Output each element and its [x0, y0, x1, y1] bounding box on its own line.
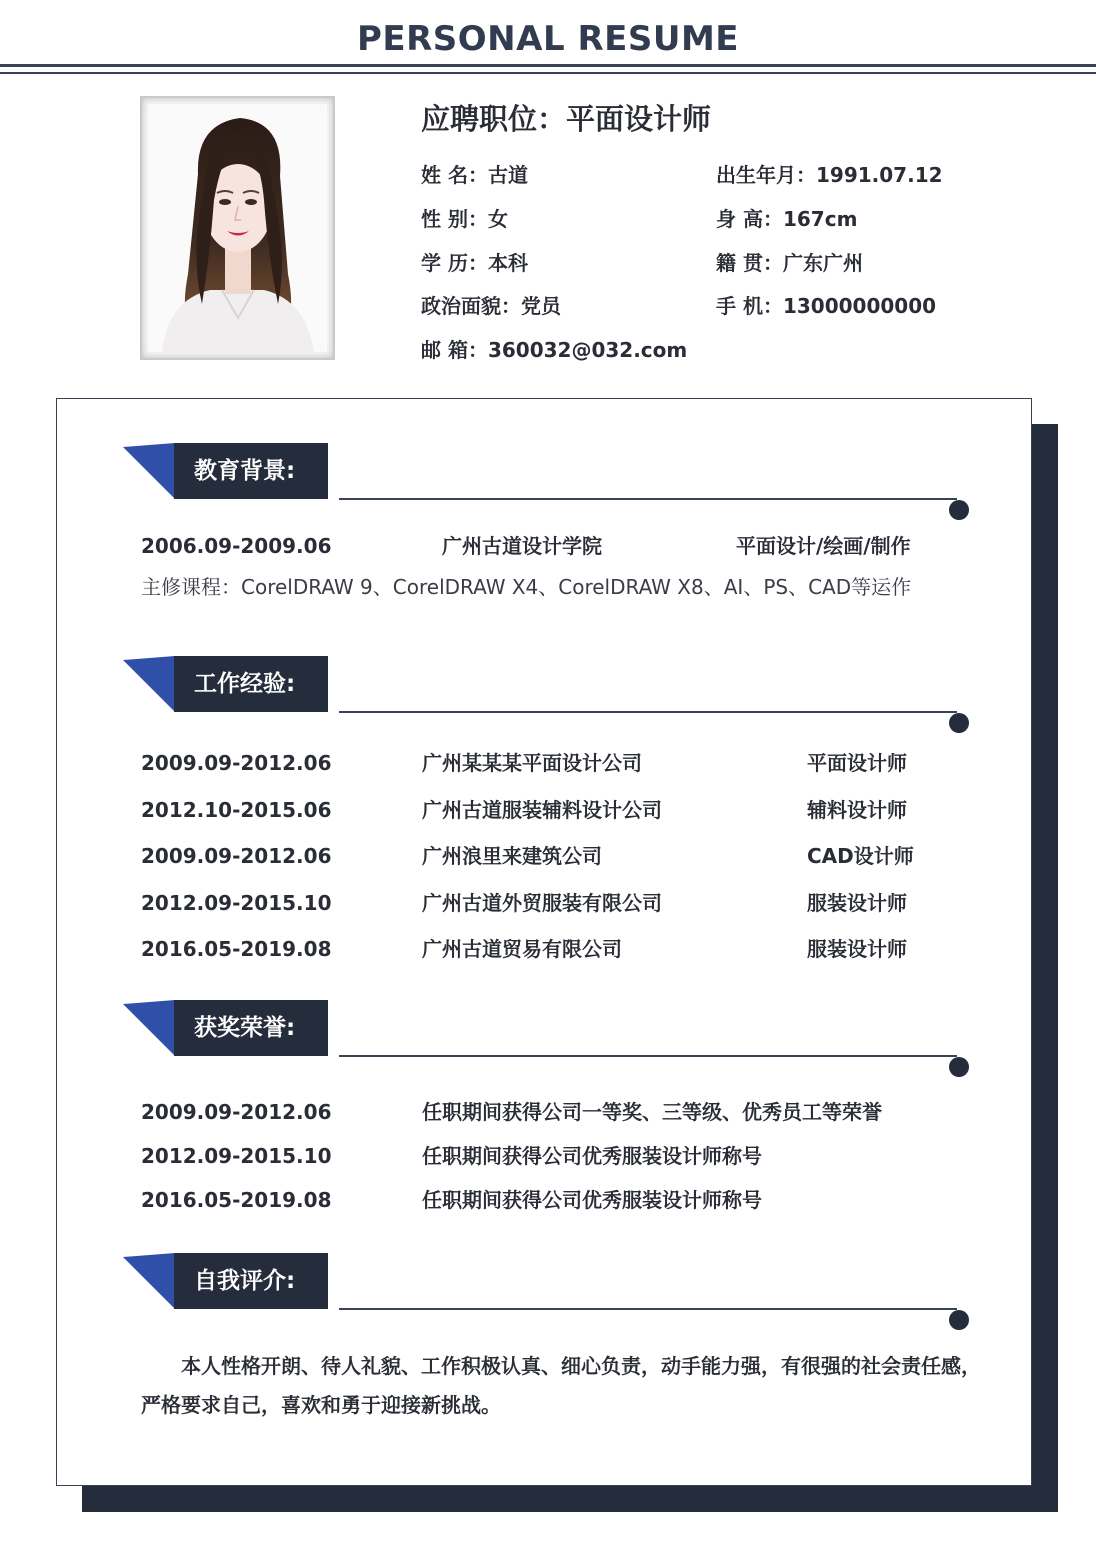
- work-role: 服装设计师: [807, 890, 907, 915]
- timeline-row: [57, 796, 1033, 824]
- timeline-row: [57, 1186, 1033, 1214]
- section-header-self: [57, 1253, 1033, 1313]
- divider-dot: [949, 500, 969, 520]
- work-company: 广州浪里来建筑公司: [422, 844, 602, 868]
- work-role: CAD设计师: [807, 844, 914, 868]
- portrait-image: [148, 104, 327, 352]
- section-divider: [339, 711, 957, 713]
- education-period: 2006.09-2009.06: [141, 534, 332, 558]
- info-gender: 性 别：女: [421, 207, 508, 231]
- work-role: 平面设计师: [807, 751, 907, 775]
- resume-card: [56, 398, 1032, 1486]
- work-company: 广州古道服装辅料设计公司: [422, 797, 662, 822]
- info-name: 姓 名：古道: [421, 163, 528, 187]
- award-text: 任职期间获得公司优秀服装设计师称号: [422, 1188, 762, 1212]
- profile-photo: [140, 96, 335, 360]
- work-role: 服装设计师: [807, 937, 907, 961]
- page-title: PERSONAL RESUME: [356, 19, 740, 59]
- section-header-education: [57, 443, 1033, 503]
- work-company: 广州古道贸易有限公司: [422, 937, 622, 961]
- work-role: 辅料设计师: [807, 797, 907, 822]
- divider-dot: [949, 1057, 969, 1077]
- info-phone: 手 机：13000000000: [716, 294, 937, 318]
- award-text: 任职期间获得公司一等奖、三等级、优秀员工等荣誉: [422, 1100, 882, 1124]
- info-email: 邮 箱：360032@032.com: [421, 338, 688, 362]
- work-period: 2009.09-2012.06: [141, 844, 332, 868]
- info-height: 身 高：167cm: [716, 207, 858, 231]
- info-politics: 政治面貌：党员: [421, 294, 561, 318]
- timeline-row: [57, 749, 1033, 777]
- timeline-row: [57, 842, 1033, 870]
- work-company: 广州古道外贸服装有限公司: [422, 890, 662, 915]
- section-title-work: 工作经验:: [174, 656, 328, 712]
- timeline-row: [57, 935, 1033, 963]
- award-text: 任职期间获得公司优秀服装设计师称号: [422, 1144, 762, 1168]
- info-education: 学 历：本科: [421, 251, 528, 275]
- section-title-self: 自我评介:: [174, 1253, 328, 1309]
- education-school: 广州古道设计学院: [442, 534, 602, 558]
- section-divider: [339, 1055, 957, 1057]
- section-header-awards: [57, 1000, 1033, 1060]
- award-period: 2009.09-2012.06: [141, 1100, 332, 1124]
- timeline-row: [57, 1098, 1033, 1126]
- award-period: 2012.09-2015.10: [141, 1144, 332, 1168]
- award-period: 2016.05-2019.08: [141, 1188, 332, 1212]
- section-title-education: 教育背景:: [174, 443, 328, 499]
- header-rule-bottom: [0, 72, 1096, 74]
- timeline-row: [57, 889, 1033, 917]
- self-evaluation-text: 本人性格开朗、待人礼貌、工作积极认真、细心负责，动手能力强，有很强的社会责任感，严格要求自己，喜欢和勇于迎接新挑战。: [141, 1354, 981, 1417]
- applied-position: 应聘职位：平面设计师: [421, 102, 712, 136]
- timeline-row: [57, 1142, 1033, 1170]
- info-origin: 籍 贯：广东广州: [716, 251, 863, 275]
- work-company: 广州某某某平面设计公司: [422, 751, 642, 775]
- work-period: 2012.09-2015.10: [141, 890, 332, 915]
- section-title-awards: 获奖荣誉:: [174, 1000, 328, 1056]
- work-period: 2016.05-2019.08: [141, 937, 332, 961]
- info-birth: 出生年月：1991.07.12: [716, 163, 943, 187]
- divider-dot: [949, 1310, 969, 1330]
- education-courses: 主修课程：CorelDRAW 9、CorelDRAW X4、CorelDRAW X8、AI、PS、CAD等运作: [141, 575, 912, 599]
- section-divider: [339, 498, 957, 500]
- header-rule-top: [0, 64, 1096, 67]
- work-period: 2012.10-2015.06: [141, 797, 332, 822]
- section-header-work: [57, 656, 1033, 716]
- education-row: [57, 532, 1033, 560]
- education-major: 平面设计/绘画/制作: [736, 534, 911, 558]
- work-period: 2009.09-2012.06: [141, 751, 332, 775]
- section-divider: [339, 1308, 957, 1310]
- divider-dot: [949, 713, 969, 733]
